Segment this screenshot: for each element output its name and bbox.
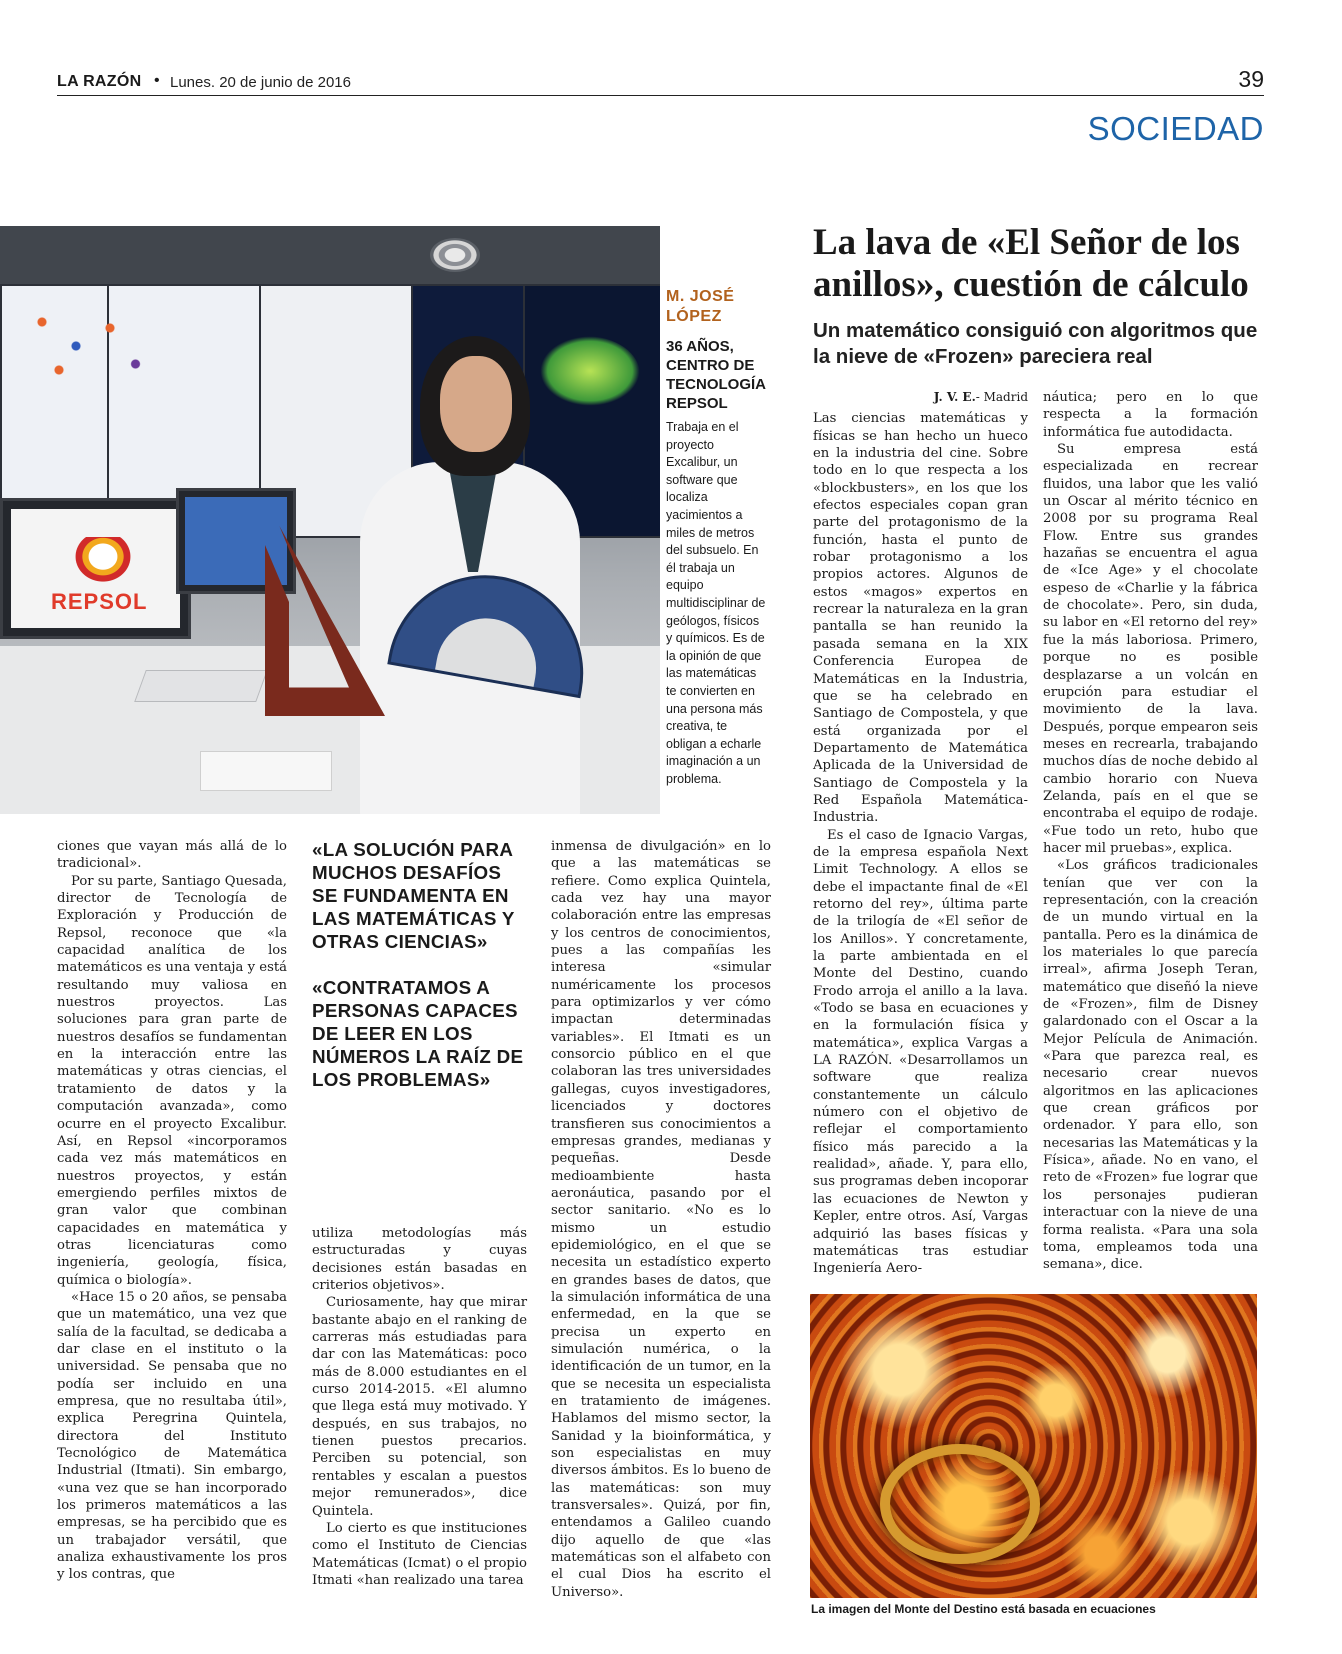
article-column-3 — [551, 838, 771, 1601]
paragraph: inmensa de divulgación» en lo que a las matemáticas se refiere. Como explica Quintela, cada vez hay una mayor colaboración entre las empresas y los centros de conocimientos, pues a las compañías les interesa «simular numéricamente los procesos para optimizarlos y ver cómo impactan determinadas variables». El Itmati es un consorcio público en el que colaboran las tres universidades gallegas, cuyos investigadores, licenciados y doctores transfieren sus conocimientos a empresas grandes, medianas y pequeñas. Desde medioambiente hasta aeronáutica, pasando por el sector sanitario. «No es lo mismo un estudio epidemiológico, en el que se necesita un estadístico experto en grandes bases de datos, que la simulación informática de una enfermedad, en la que se precisa un experto en simulación numérica, o la identificación de un tumor, en la que se necesita un especialista en tratamiento de imágenes. Hablamos del mismo sector, la Sanidad y la bioinformática, y son especialistas en muy diversos ámbitos. Es lo bueno de las matemáticas: son muy transversales». Quizá, por fin, entendamos a Galileo cuando dijo aquello de que «las matemáticas son el alfabeto con el cual Dios ha escrito el Universo». — [551, 839, 771, 1600]
pull-quote: «LA SOLUCIÓN PARA MUCHOS DESAFÍOS SE FUNDAMENTA EN LAS MATEMÁTICAS Y OTRAS CIENCIAS» — [312, 839, 515, 952]
paragraph: Su empresa está especializada en recrear fluidos, una labor que les valió un Oscar al mérito técnico en 2008 por su programa Real Flow. Entre sus grandes hazañas se encuentra el agua de «Ice Age» y el chocolate espeso de «Charlie y la fábrica de chocolate». Pero, sin duda, su labor en «El retorno del rey» fue la más laboriosa. Primero, porque no es posible desplazarse a un volcán en erupción para estudiar el movimiento de la lava. Después, porque empearon seis meses en recrearla, trabajando muchos días de noche debido al cambio horario con Nueva Zelanda, país en el que se encontraba el equipo de rodaje. «Fue todo un reto, hubo que hacer mil pruebas», explica. — [1043, 442, 1258, 856]
photo-caption: La imagen del Monte del Destino está basada en ecuaciones — [811, 1602, 1156, 1616]
lava-ring-photo — [810, 1294, 1257, 1598]
byline-place: - Madrid — [975, 390, 1028, 404]
profile-name: M. JOSÉ LÓPEZ — [666, 288, 735, 325]
article-column-1 — [57, 838, 287, 1584]
person-face — [440, 356, 512, 452]
subheadline: Un matemático consiguió con algoritmos que la nieve de «Frozen» pareciera real — [813, 319, 1258, 368]
profile-box — [666, 287, 766, 788]
monitor — [0, 498, 191, 639]
repsol-logo-icon — [63, 537, 143, 593]
masthead-separator: • — [154, 72, 160, 89]
article-column-5 — [1043, 389, 1258, 1274]
ceiling-light — [430, 238, 480, 272]
paragraph: Por su parte, Santiago Quesada, director de Tecnología de Exploración y Producción de Repsol, reconoce que «la capacidad analítica de los matemáticos es una ventaja y está resultando muy valiosa en nuestros proyectos. Las soluciones para gran parte de nuestros desafíos se fundamentan en la interacción entre las matemáticas y otras ciencias, el tratamiento de datos y la computación avanzada», como ocurre en el proyecto Excalibur. Así, en Repsol «incorporamos cada vez más matemáticos en nuestros proyectos, y están emergiendo perfiles mixtos de gran valor que combinan capacidades en matemática y otras licenciaturas como ingeniería, geología, física, química o biología». — [57, 873, 287, 1288]
pull-quote: «CONTRATAMOS A PERSONAS CAPACES DE LEER EN LOS NÚMEROS LA RAÍZ DE LOS PROBLEMAS» — [312, 977, 524, 1090]
byline — [813, 389, 1028, 406]
paragraph: náutica; pero en lo que respecta a la formación informática fue autodidacta. — [1043, 390, 1258, 440]
newspaper-brand: LA RAZÓN — [57, 73, 142, 90]
paragraph: ciones que vayan más allá de lo tradicional». — [57, 839, 287, 872]
paragraph: Es el caso de Ignacio Vargas, de la empresa española Next Limit Technology. A ellos se debe el impactante final de «El retorno del rey», última parte de la trilogía de «El señor de los Anillos». Y concretamente, la parte ambientada en el Monte del Destino, cuando Frodo arroja el anillo a la lava. «Todo se basa en ecuaciones y en la formulación física y matemática», explica Vargas a LA RAZÓN. «Desarrollamos un software que realiza constantemente un cálculo número con el objetivo de reflejar el comportamiento físico más parecido a la realidad», añade. Y, para ello, sus programas deben incoporar las ecuaciones de Newton y Kepler, entre otros. Así, Vargas adquirió las bases físicas y matemáticas tras estudiar Ingeniería Aero- — [813, 827, 1028, 1277]
headline: La lava de «El Señor de los anillos», cuestión de cálculo — [813, 222, 1249, 305]
paragraph: «Los gráficos tradicionales tenían que ver con la representación, con la creación de un mundo virtual en la pantalla. Pero es la dinámica de los materiales lo que parecía irreal», afirma Joseph Teran, matemático que diseñó la nieve de «Frozen», film de Disney galardonado con el Oscar a la Mejor Película de Animación. «Para que parezca real, es necesario crear nuevos algoritmos en las aplicaciones que crean gráficos por ordenador. Y para ello, son necesarias las Matemáticas y la Física», añade. No en vano, el reto de «Frozen» fue lograr que los personajes pudieran interactuar con la nieve de una forma realista. «Para una sola toma, empleamos toda una semana», dice. — [1043, 858, 1258, 1273]
section-title: SOCIEDAD — [1087, 110, 1264, 147]
ring-icon — [880, 1444, 1040, 1564]
article-column-4 — [813, 389, 1028, 1278]
paragraph: Curiosamente, hay que mirar bastante abajo en el ranking de carreras más estudiadas para dar con las Matemáticas: poco más de 8.000 estudiantes en el curso 2014-2015. «El alumno que llega está muy motivado. Y después, en sus trabajos, no tienen puestos precarios. Perciben su potencial, son rentables y escalan a puestos mejor remunerados», dice Quintela. — [312, 1295, 527, 1519]
keyboard — [134, 670, 268, 702]
article-photo — [0, 226, 660, 814]
map-markers — [8, 286, 178, 406]
profile-text: Trabaja en el proyecto Excalibur, un software que localiza yacimientos a miles de metros del subsuelo. En él trabaja un equipo multidisciplinar de geólogos, físicos y químicos. Es de la opinión de que las matemáticas te convierten en una persona más creativa, te obligan a echarle imaginación a un problema. — [666, 420, 766, 786]
paragraph: «Hace 15 o 20 años, se pensaba que un matemático, una vez que salía de la facultad, se dedicaba a dar clase en el instituto o la universidad. Se pensaba que no podía ser incluido en una empresa, que no resultaba útil», explica Peregrina Quintela, directora del Instituto Tecnológico de Matemática Industrial (Itmati). Sin embargo, «una vez que se han incorporado los primeros matemáticos a las empresas, se ha percibido que es un trabajador versátil, que analiza exhaustivamente los pros y los contras, que — [57, 1289, 287, 1583]
page-number: 39 — [1238, 66, 1264, 92]
header-rule — [57, 95, 1264, 96]
repsol-logo-text: REPSOL — [51, 589, 148, 614]
publication-date: Lunes. 20 de junio de 2016 — [170, 74, 351, 91]
profile-role: 36 AÑOS, CENTRO DE TECNOLOGÍA REPSOL — [666, 338, 766, 412]
paper-stack — [200, 751, 332, 791]
paragraph: utiliza metodologías más estructuradas y cuyas decisiones están basadas en criterios objetivos». — [312, 1226, 527, 1294]
paragraph: Lo cierto es que instituciones como el Instituto de Ciencias Matemáticas (Icmat) o el propio Itmati «han realizado una tarea — [312, 1520, 527, 1588]
article-column-2 — [312, 1225, 527, 1589]
byline-author: J. V. E. — [933, 390, 976, 404]
paragraph: Las ciencias matemáticas y físicas se han hecho un hueco en la industria del cine. Sobre todo en lo que respecta a los «blockbusters», en los que los efectos especiales copan gran parte del protagonismo de la función, hasta el punto de robar protagonismo a los propios actores. Algunos de estos «magos» expertos en recrear la naturaleza en la gran pantalla se han reunido la pasada semana en la XIX Conferencia Europea de Matemáticas en la Industria, que se ha celebrado en Santiago de Compostela, y que está organizada por el Departamento de Matemática Aplicada de la Universidad de Santiago de Compostela y la Red Española Matemática-Industria. — [813, 411, 1028, 826]
